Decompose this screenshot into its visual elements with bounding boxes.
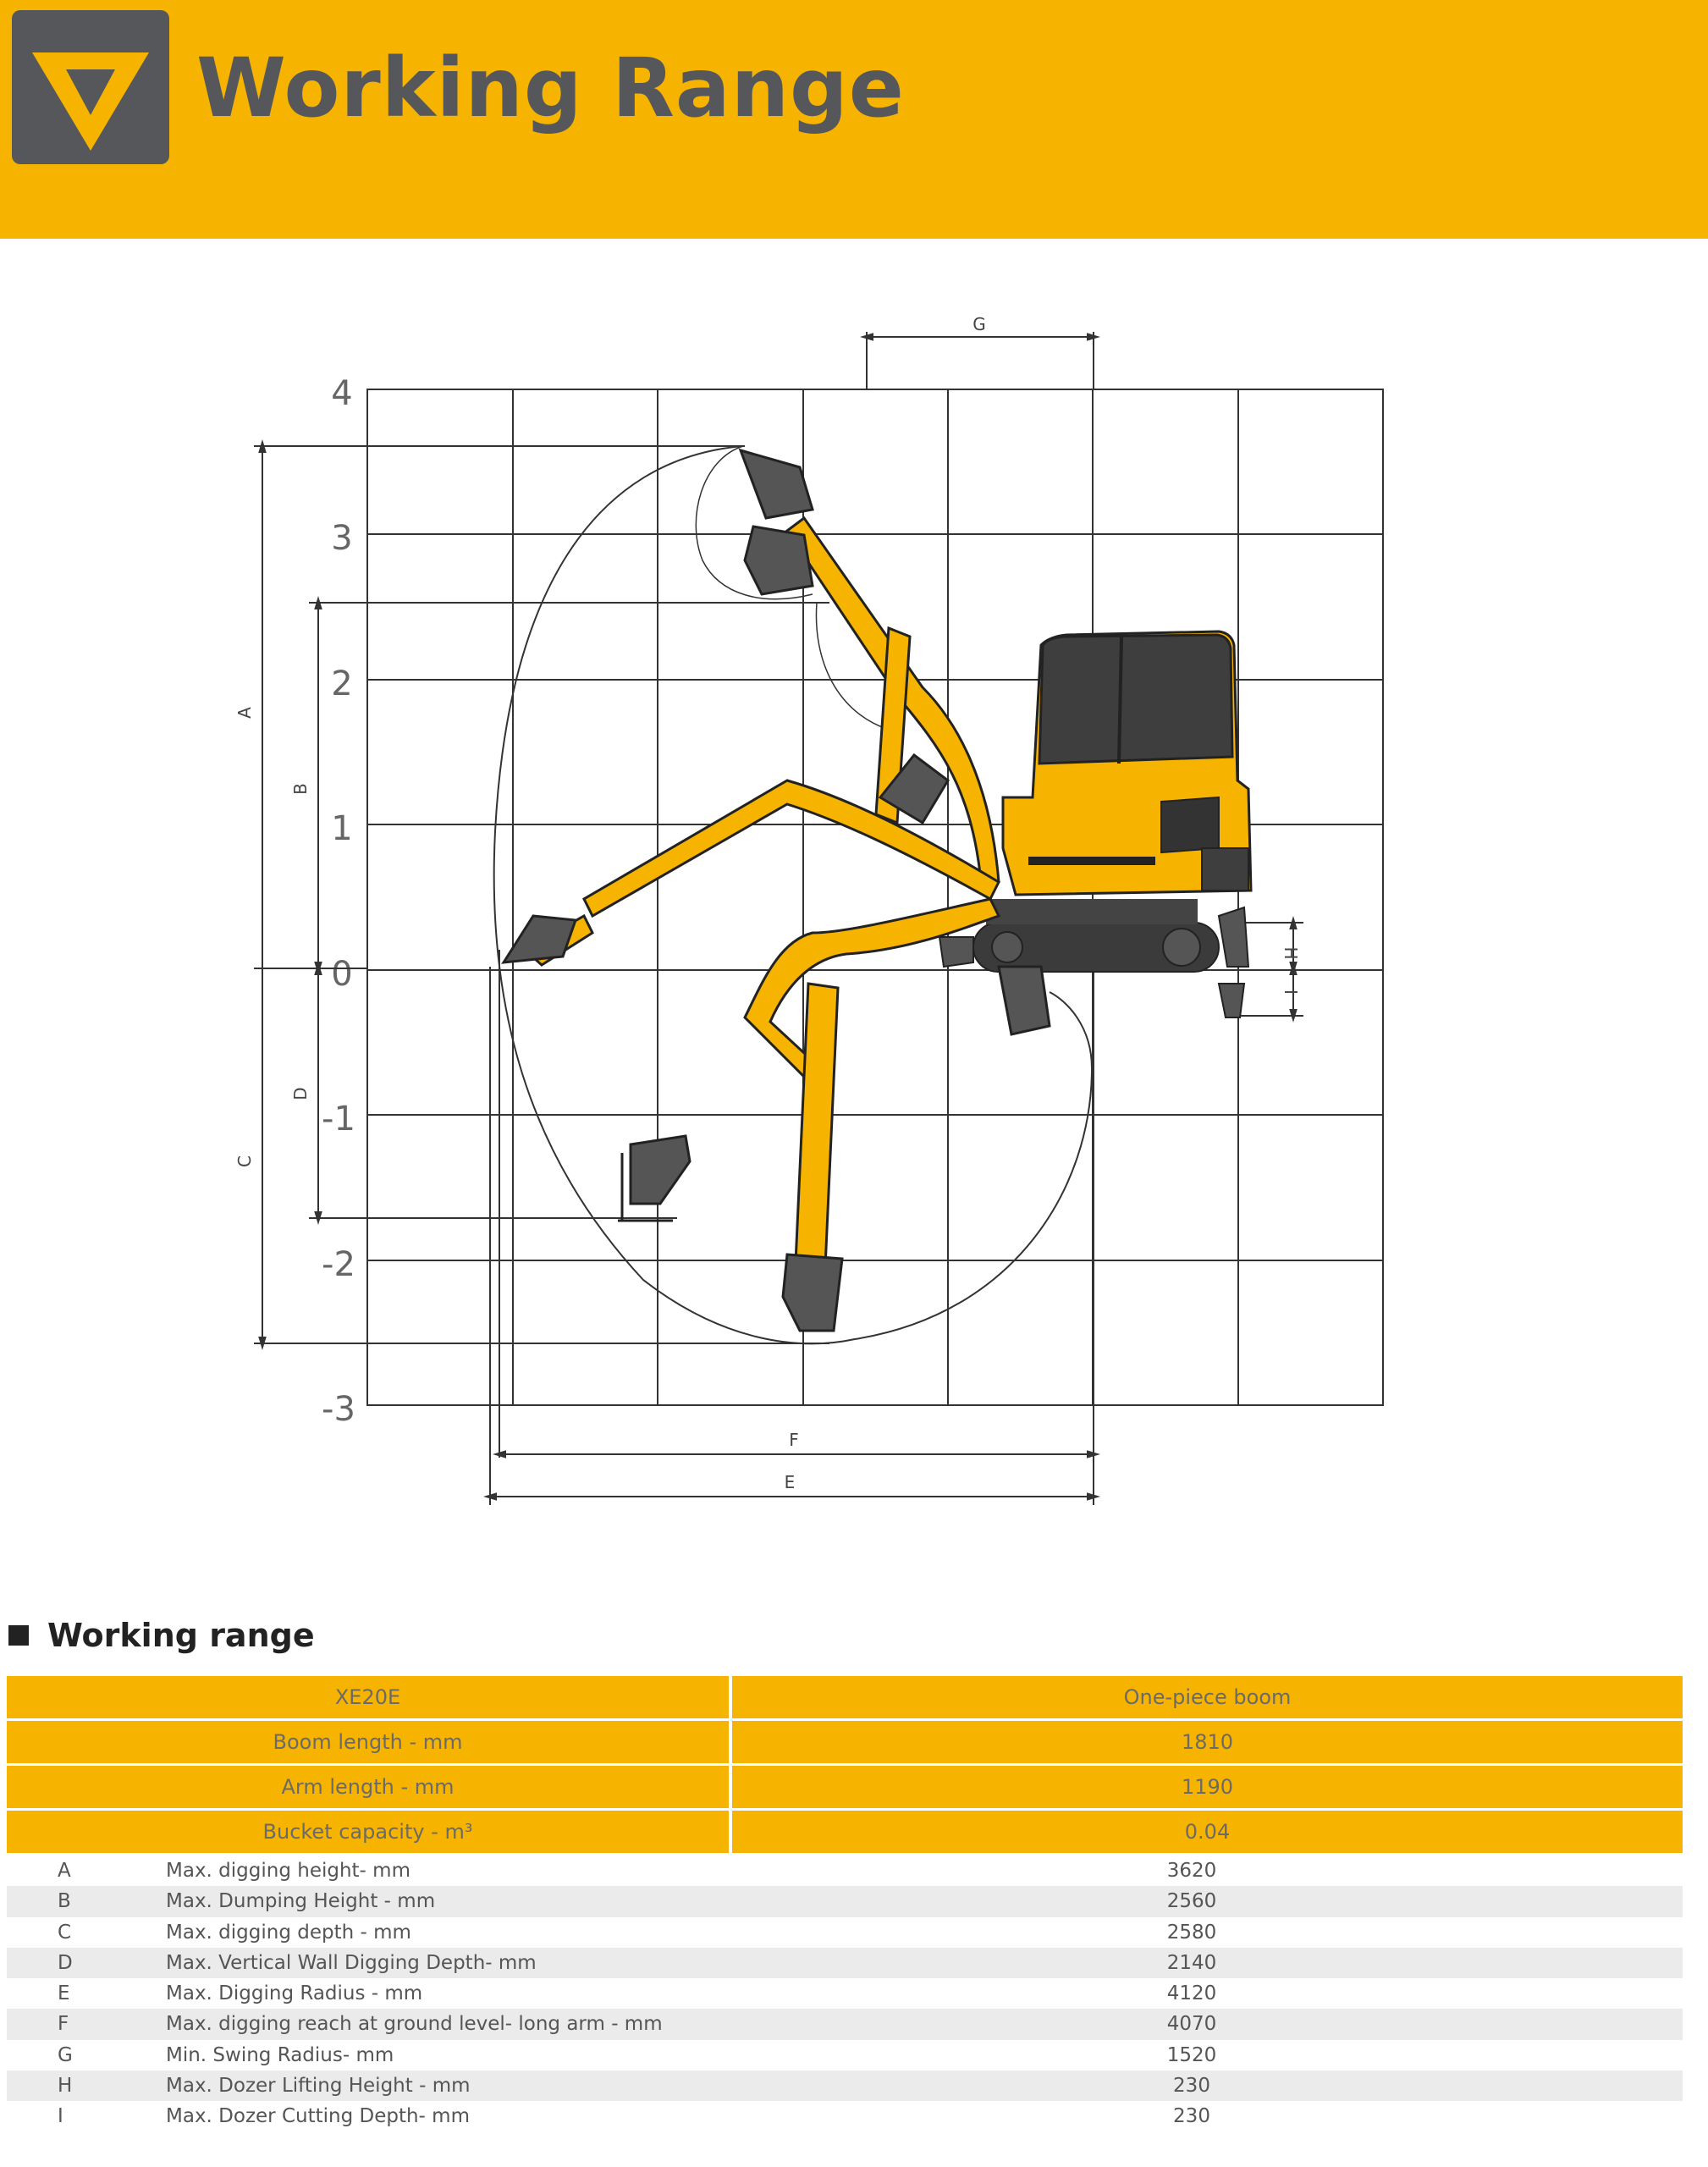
section-title [8,1617,315,1654]
table-header-row [7,1676,1683,1718]
y-label: 1 [331,809,353,848]
dim-label-i: I [1281,990,1301,995]
page-title: Working Range [196,41,905,135]
dim-label-d: D [290,1087,311,1100]
dim-label-g: G [972,314,986,334]
dim-label-e: E [784,1472,796,1492]
row-code: G [58,2043,73,2066]
row-label: Min. Swing Radius- mm [166,2043,394,2066]
row-code: I [58,2105,63,2128]
working-range-diagram [0,239,1708,1559]
row-value: 2140 [1166,1951,1217,1974]
y-label: -3 [322,1390,355,1429]
vertical-wall-bucket [618,1136,690,1221]
y-label: 3 [331,519,353,558]
table-row [7,2101,1683,2131]
row-value: 4070 [1166,2013,1217,2036]
table-row [7,1886,1683,1916]
row-value: 4120 [1166,1982,1217,2005]
row-value: 3620 [1166,1860,1217,1882]
table-row [7,2071,1683,2101]
row-value: 2560 [1166,1890,1217,1913]
table-row [7,1948,1683,1978]
row-code: B [58,1890,71,1913]
row-value: 230 [1173,2105,1210,2128]
table-header-row [7,1721,1683,1763]
row-label: Max. Digging Radius - mm [166,1982,423,2005]
table-header-row [7,1811,1683,1853]
spec-table [7,1676,1683,2132]
header-cell: XE20E [7,1676,729,1718]
row-code: F [58,2013,69,2036]
header-cell: Arm length - mm [7,1766,729,1808]
dim-label-b: B [290,783,311,795]
table-row [7,1917,1683,1948]
row-label: Max. Vertical Wall Digging Depth- mm [166,1951,537,1974]
row-label: Max. digging depth - mm [166,1921,411,1944]
y-axis-labels [322,374,355,1429]
dim-label-c: C [234,1155,255,1167]
dim-label-a: A [234,707,255,719]
xcmg-logo-icon [12,10,169,164]
row-code: A [58,1860,71,1882]
row-value: 230 [1173,2075,1210,2098]
row-code: E [58,1982,70,2005]
row-code: H [58,2075,73,2098]
table-row [7,1855,1683,1886]
table-row [7,2009,1683,2039]
y-label: 4 [331,374,353,413]
header-banner [0,0,1708,239]
table-row [7,2040,1683,2071]
working-range-svg [0,239,1708,1559]
y-label: -1 [322,1100,355,1139]
row-code: C [58,1921,72,1944]
bullet-square-icon [8,1625,29,1646]
row-label: Max. Dumping Height - mm [166,1890,436,1913]
y-label: -2 [322,1245,355,1284]
dim-label-f: F [789,1430,799,1450]
header-cell: Bucket capacity - m³ [7,1811,729,1853]
row-code: D [58,1951,73,1974]
dim-label-h: H [1281,946,1301,960]
excavator-cab [1003,631,1251,895]
table-row [7,1978,1683,2009]
header-cell: 1190 [732,1766,1683,1808]
row-value: 1520 [1166,2043,1217,2066]
row-label: Max. Dozer Cutting Depth- mm [166,2105,470,2128]
row-value: 2580 [1166,1921,1217,1944]
header-cell: 0.04 [732,1811,1683,1853]
y-label: 0 [331,955,353,994]
header-cell: Boom length - mm [7,1721,729,1763]
header-cell: 1810 [732,1721,1683,1763]
row-label: Max. Dozer Lifting Height - mm [166,2075,471,2098]
header-cell: One-piece boom [732,1676,1683,1718]
y-label: 2 [331,664,353,703]
row-label: Max. digging reach at ground level- long arm - mm [166,2013,663,2036]
row-label: Max. digging height- mm [166,1860,410,1882]
table-header-row [7,1766,1683,1808]
grid [367,389,1383,1405]
section-title-text: Working range [47,1617,315,1654]
